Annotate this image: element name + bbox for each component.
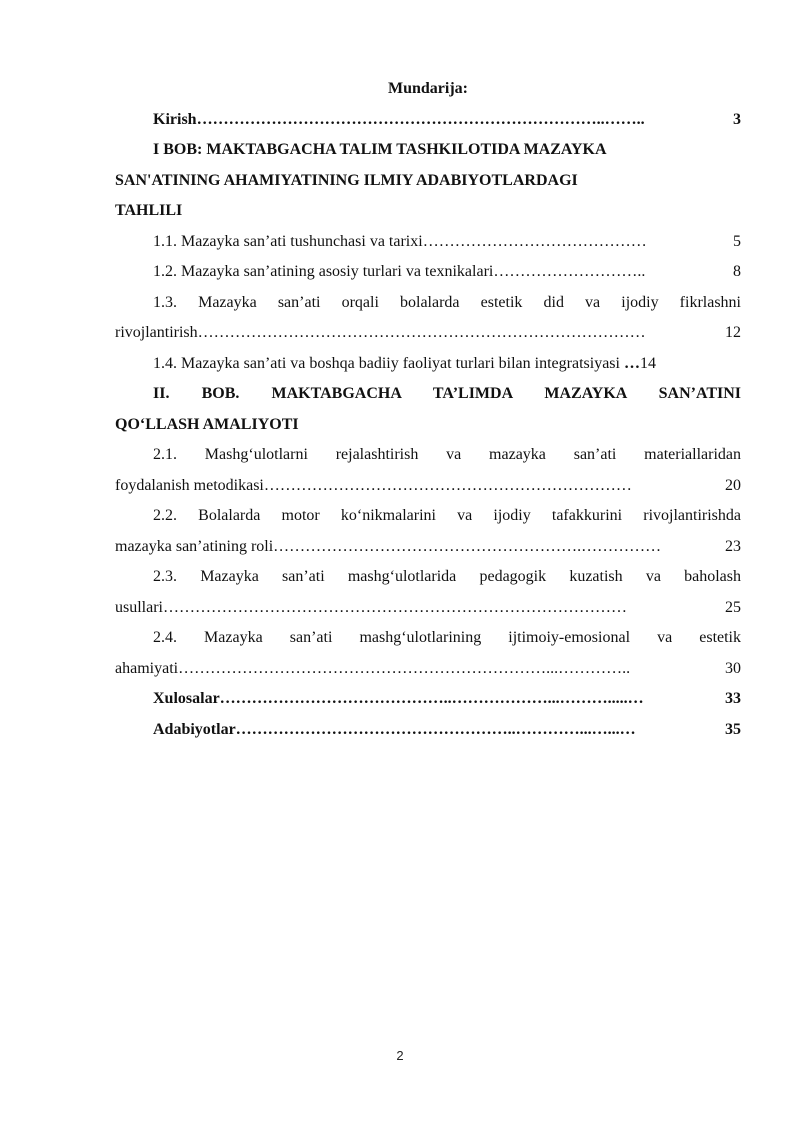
toc-leader-dots: … [623,354,640,372]
toc-page-number: 35 [725,720,741,738]
toc-page-number: 3 [733,110,741,128]
toc-entry-1-2[interactable] [115,257,741,288]
toc-entry-label: Kirish [153,110,197,128]
toc-leader-dots: ……………………………………..………………...……….....… [219,690,644,707]
toc-leader-dots: ………………………………………………………………………… [197,324,646,341]
chapter-2-title-line-2: QO‘LLASH AMALIYOTI [115,415,299,433]
toc-leader-dots: …………………………………………………………… [263,476,632,494]
toc-entry-label: 1.1. Mazayka san’ati tushunchasi va tarixi [153,232,423,250]
toc-entry-2-3[interactable] [115,562,741,623]
toc-entry-label-line-2: usullari [115,598,163,616]
toc-leader-dots: ……………………………………………..…………...…...… [235,720,636,738]
toc-leader-dots: …………………………………………………………………………… [163,598,627,616]
toc-entry-label-line-2: rivojlantirish [115,324,198,341]
chapter-2-title-line-1: II. BOB. MAKTABGACHA TA’LIMDA MAZAYKA SAN’ATINI [153,385,741,402]
toc-chapter-1[interactable] [115,135,741,227]
toc-entry-1-4[interactable] [115,349,741,380]
toc-page-number: 23 [725,537,741,555]
toc-entry-label-line-1: 2.3. Mazayka san’ati mashg‘ulotlarida pedagogik kuzatish va baholash [153,568,741,585]
toc-chapter-2[interactable] [115,379,741,440]
toc-page-number: 8 [733,263,741,280]
toc-leader-dots: ……………………………………………………………...………….. [178,659,631,677]
toc-entry-label-line-2: ahamiyati [115,659,179,677]
toc-entry-label: Adabiyotlar [153,720,236,738]
toc-entry-label-line-1: 2.2. Bolalarda motor ko‘nikmalarini va ijodiy tafakkurini rivojlantirishda [153,507,741,524]
toc-entry-label-line-1: 2.1. Mashg‘ulotlarni rejalashtirish va mazayka san’ati materiallaridan [153,446,741,463]
toc-leader-dots: …………………………………………………………………..…….. [196,110,645,128]
chapter-1-title-line-1: I BOB: MAKTABGACHA TALIM TASHKILOTIDA MAZAYKA [153,141,607,158]
toc-page-number: 30 [725,659,741,677]
toc-entry-kirish[interactable] [115,105,741,136]
toc-entry-label: Xulosalar [153,690,220,707]
toc-entry-2-4[interactable] [115,623,741,684]
toc-leader-dots: ………………………………………………….…………… [273,537,662,555]
toc-page-number: 20 [725,476,741,494]
toc-entry-label-line-2: mazayka san’atining roli [115,537,274,555]
chapter-1-title-line-2: SAN'ATINING AHAMIYATINING ILMIY ADABIYOTLARDAGI [115,171,578,189]
toc-entry-2-2[interactable] [115,501,741,562]
toc-entry-2-1[interactable] [115,440,741,501]
toc-entry-label: 1.2. Mazayka san’atining asosiy turlari va texnikalari [153,263,494,280]
toc-page-number: 33 [725,690,741,707]
toc-title: Mundarija: [388,80,468,97]
toc-entry-label-line-1: 2.4. Mazayka san’ati mashg‘ulotlarining ijtimoiy-emosional va estetik [153,629,741,646]
toc-entry-xulosalar[interactable] [115,684,741,715]
toc-leader-dots: ……………………….. [493,263,646,280]
toc-leader-dots: …………………………………… [422,232,647,250]
toc-entry-label-line-1: 1.3. Mazayka san’ati orqali bolalarda estetik did va ijodiy fikrlashni [153,293,741,311]
page-number: 2 [396,1048,404,1063]
toc-entry-label: 1.4. Mazayka san’ati va boshqa badiiy faoliyat turlari bilan integratsiyasi [153,354,620,372]
toc-entry-adabiyotlar[interactable] [115,715,741,746]
toc-entry-1-1[interactable] [115,227,741,258]
toc-page-number: 25 [725,598,741,616]
toc-page-number: 12 [725,324,741,341]
toc-page-number: 5 [733,232,741,250]
chapter-1-title-line-3: TAHLILI [115,202,183,219]
toc-page-number: 14 [639,354,656,372]
toc-entry-label-line-2: foydalanish metodikasi [115,476,264,494]
toc-entry-1-3[interactable] [115,288,741,349]
table-of-contents [115,74,741,745]
